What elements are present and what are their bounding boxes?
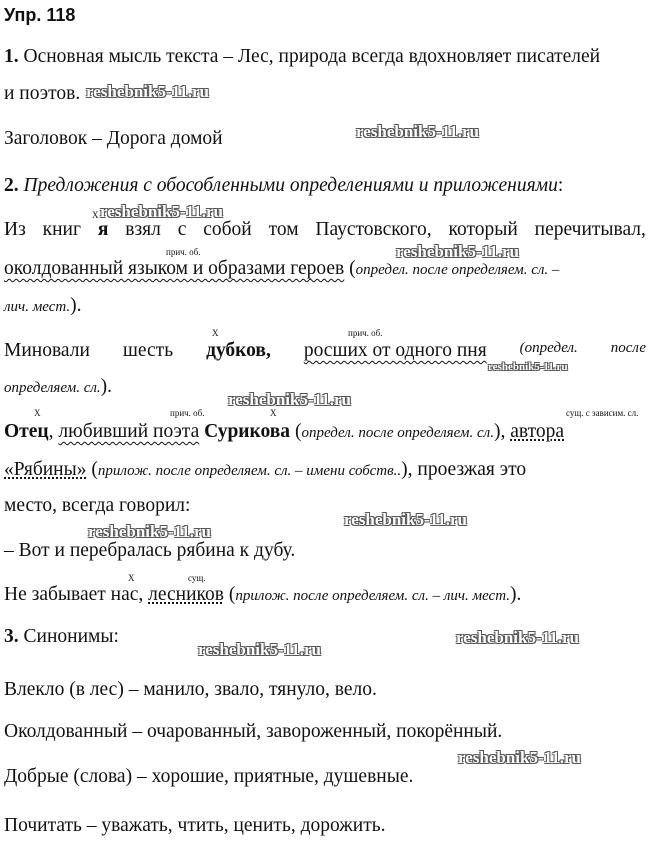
subject-pronoun: я — [97, 219, 109, 240]
main-idea-line-2: и поэтов. — [4, 83, 81, 104]
sentence-1-line-3: лич. мест.). — [4, 295, 82, 316]
participial-phrase: любивший поэта — [58, 421, 200, 442]
sentence-1-line-1: Из книг я взял с собой том Паустовского, который перечитывал, — [4, 219, 646, 240]
mark-noun-dependent: сущ. с зависим. сл. — [566, 408, 639, 418]
watermark: reshebnik5-11.ru — [100, 202, 223, 221]
appositive: «Рябины» — [4, 459, 87, 480]
synonym-line: Добрые (слова) – хорошие, приятные, душевные. — [4, 766, 414, 787]
synonym-line: Почитать – уважать, чтить, ценить, дорожить. — [4, 815, 386, 836]
sentence-2-line-2: определяем. сл.). — [4, 376, 113, 397]
sentence-2-line-1: Миновали шесть дубков, росших от одного пня (определ. после — [4, 340, 646, 361]
defined-word: Сурикова — [204, 421, 291, 442]
appositive: автора — [510, 421, 565, 442]
task-2-line: 2. Предложения с обособленными определениями и приложениями: — [4, 175, 564, 196]
item-number-2: 2. — [4, 175, 19, 196]
heading-line: Заголовок – Дорога домой — [4, 128, 223, 149]
task-3-line: 3. Синонимы: — [4, 626, 119, 647]
watermark: reshebnik5-11.ru — [458, 748, 581, 767]
watermark: reshebnik5-11.ru — [228, 390, 351, 409]
sentence-3-line-1: Отец, любивший поэта Сурикова (определ. после определяем. сл.), автора — [4, 421, 565, 442]
sentence-4-line: Не забывает нас, лесников (прилож. после определяем. сл. – лич. мест.). — [4, 584, 522, 605]
mark-x: X — [92, 210, 99, 220]
watermark: reshebnik5-11.ru — [396, 242, 519, 261]
sentence-1-line-2: околдованный языком и образами героев (определ. после определяем. сл. – — [4, 258, 560, 279]
mark-participle: прич. об. — [170, 408, 205, 418]
synonym-line: Околдованный – очарованный, завороженный, покорённый. — [4, 721, 503, 742]
mark-noun: сущ. — [188, 573, 206, 583]
item-number-3: 3. — [4, 626, 19, 647]
watermark: reshebnik5-11.ru — [198, 640, 321, 659]
watermark: reshebnik5-11.ru — [456, 628, 579, 647]
sentence-3-line-4: – Вот и перебралась рябина к дубу. — [4, 540, 296, 561]
task-2-text: Предложения с обособленными определениями и приложениями — [23, 175, 558, 196]
synonym-line: Влекло (в лес) – манило, звало, тянуло, вело. — [4, 679, 377, 700]
main-idea-line-1 — [4, 47, 600, 67]
mark-participle: прич. об. — [348, 328, 383, 338]
watermark: reshebnik5-11.ru — [356, 122, 479, 141]
mark-participle: прич. об. — [166, 247, 201, 257]
defined-word: Отец — [4, 421, 49, 442]
note: определ. после определяем. сл. – — [355, 262, 560, 278]
mark-x: X — [270, 408, 277, 418]
defined-word: дубков, — [206, 340, 271, 361]
sentence-3-line-2: «Рябины» (прилож. после определяем. сл. – имени собств..), проезжая это — [4, 459, 527, 480]
mark-x: X — [34, 408, 41, 418]
mark-x: X — [128, 573, 135, 583]
participial-phrase: росших от одного пня — [303, 340, 487, 361]
watermark: reshebnik5-11.ru — [344, 510, 467, 529]
participial-phrase: околдованный языком и образами героев — [4, 258, 345, 279]
watermark: reshebnik5-11.ru — [86, 82, 209, 101]
main-idea-text: Основная мысль текста – Лес, природа всегда вдохновляет писателей — [23, 46, 601, 67]
mark-x: X — [212, 328, 219, 338]
item-number-1: 1. — [4, 46, 19, 67]
watermark: reshebnik5-11.ru — [88, 522, 211, 541]
sentence-3-line-3: место, всегда говорил: — [4, 495, 191, 516]
watermark: reshebnik5-11.ru — [488, 361, 568, 373]
exercise-title: Упр. 118 — [4, 5, 76, 25]
appositive: лесников — [148, 584, 224, 605]
